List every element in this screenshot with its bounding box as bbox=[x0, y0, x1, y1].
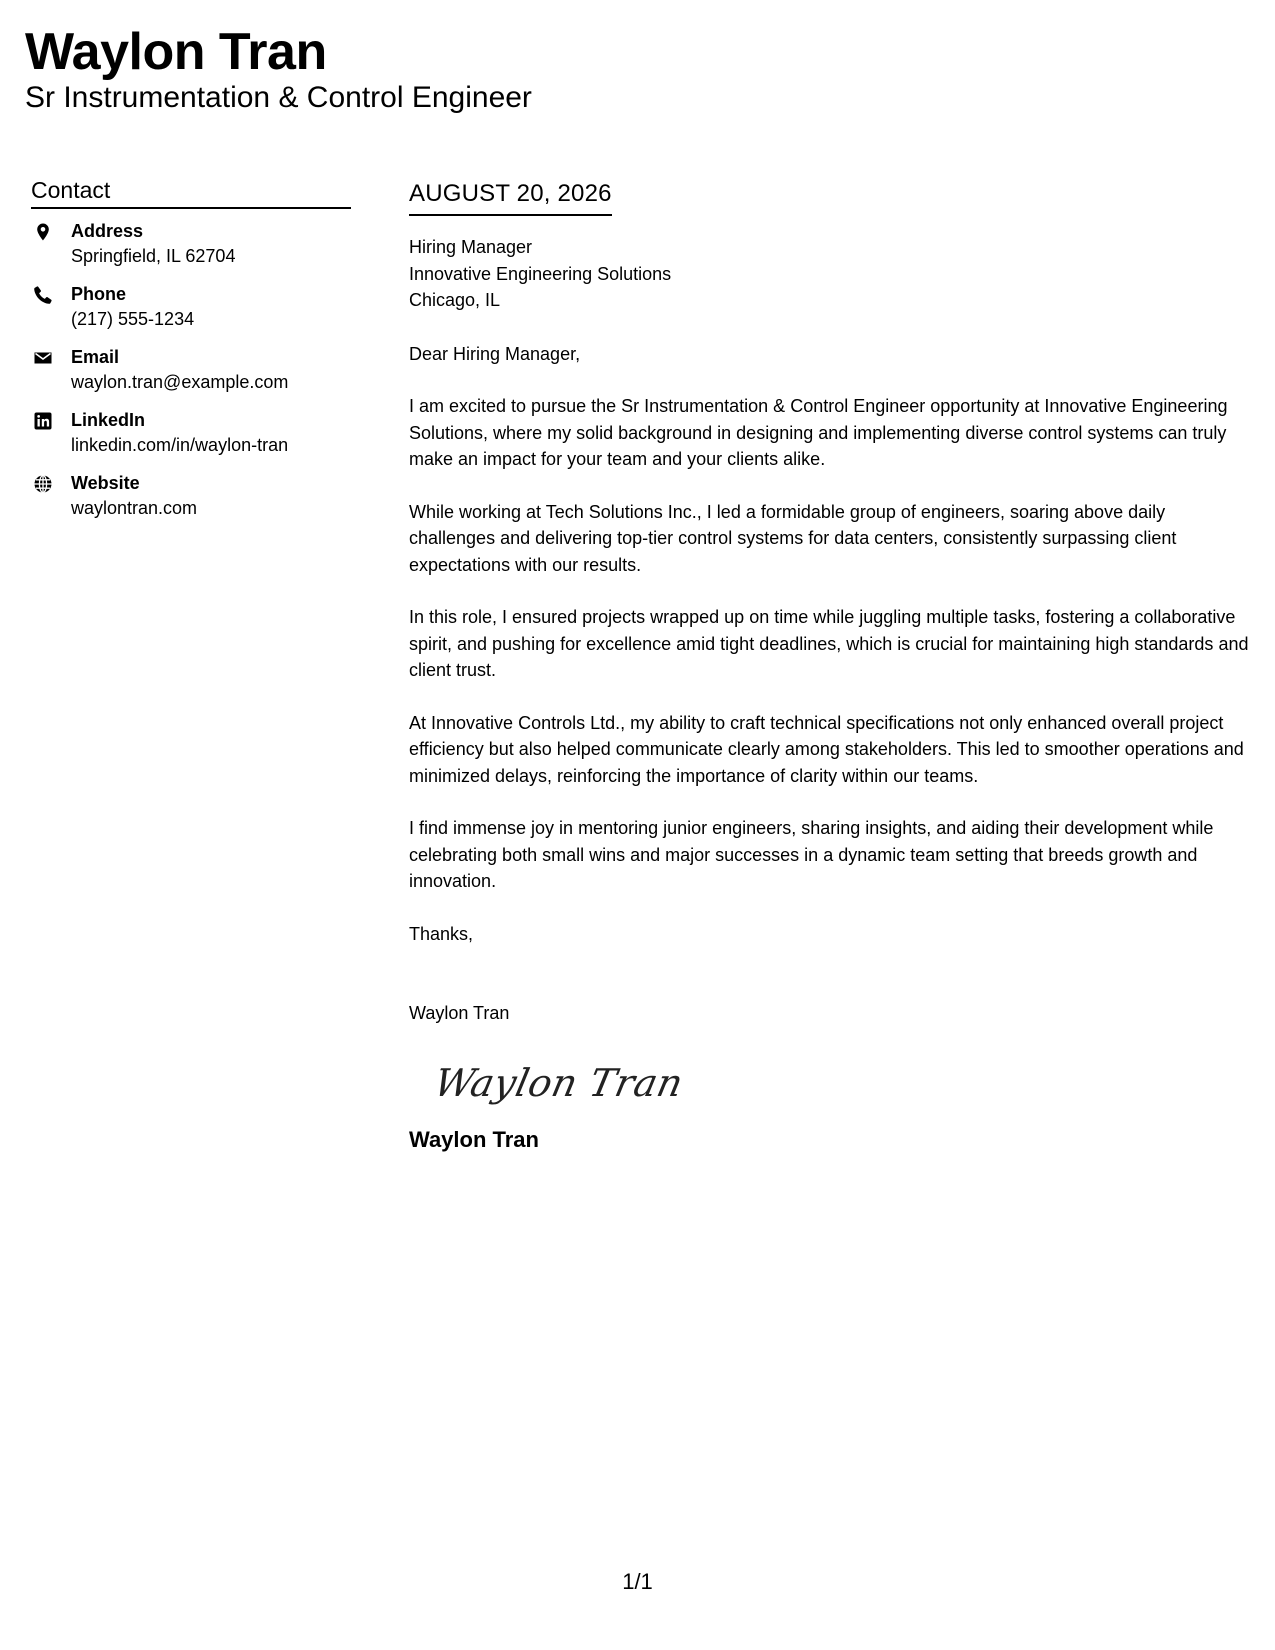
envelope-icon bbox=[33, 348, 53, 368]
letter-date: AUGUST 20, 2026 bbox=[409, 178, 612, 216]
phone-icon bbox=[33, 285, 53, 305]
body-paragraph: I am excited to pursue the Sr Instrumentation & Control Engineer opportunity at Innovative Engineering Solutions, where my solid background in designing and implementing diverse control systems can truly make an impact for your team and your clients alike. bbox=[409, 396, 1228, 469]
phone-value: (217) 555-1234 bbox=[71, 309, 195, 329]
globe-icon bbox=[33, 474, 53, 494]
body-paragraph: At Innovative Controls Ltd., my ability to craft technical specifications not only enhanced overall project efficiency but also helped communicate clearly among stakeholders. This led to smoother operations and minimized delays, reinforcing the importance of clarity within our teams. bbox=[409, 712, 1244, 786]
contact-item-website bbox=[31, 471, 351, 534]
recipient-line: Innovative Engineering Solutions bbox=[409, 263, 672, 284]
contact-heading: Contact bbox=[31, 175, 351, 209]
contact-item-email bbox=[31, 345, 351, 408]
map-pin-icon bbox=[33, 222, 53, 242]
recipient-line: Hiring Manager bbox=[409, 237, 533, 257]
salutation: Dear Hiring Manager, bbox=[409, 343, 581, 364]
contact-item-linkedin bbox=[31, 408, 351, 471]
linkedin-label: LinkedIn bbox=[71, 410, 146, 430]
linkedin-icon bbox=[33, 411, 53, 431]
page-number: 1/1 bbox=[622, 1569, 653, 1594]
applicant-name: Waylon Tran bbox=[25, 23, 327, 81]
website-value: waylontran.com bbox=[71, 498, 198, 518]
signature-block-name: Waylon Tran bbox=[409, 1126, 539, 1152]
closing: Thanks, bbox=[409, 923, 474, 944]
body-paragraph: While working at Tech Solutions Inc., I led a formidable group of engineers, soaring above daily challenges and delivering top-tier control systems for data centers, consistently surpassing client expectations with our results. bbox=[409, 501, 1177, 575]
contact-sidebar bbox=[31, 175, 351, 534]
email-value: waylon.tran@example.com bbox=[71, 372, 289, 392]
phone-label: Phone bbox=[71, 284, 127, 304]
signer-name: Waylon Tran bbox=[409, 1003, 510, 1023]
handwritten-signature: Waylon Tran bbox=[430, 1060, 688, 1105]
address-label: Address bbox=[71, 221, 144, 241]
recipient-line: Chicago, IL bbox=[409, 290, 501, 310]
email-label: Email bbox=[71, 347, 120, 367]
linkedin-value: linkedin.com/in/waylon-tran bbox=[71, 435, 289, 455]
website-label: Website bbox=[71, 473, 140, 493]
contact-item-address bbox=[31, 219, 351, 282]
applicant-title: Sr Instrumentation & Control Engineer bbox=[25, 81, 532, 114]
recipient-block bbox=[409, 234, 1254, 314]
body-paragraph: I find immense joy in mentoring junior engineers, sharing insights, and aiding their development while celebrating both small wins and major successes in a dynamic team setting that breeds growth and innovation. bbox=[409, 818, 1214, 891]
body-paragraph: In this role, I ensured projects wrapped up on time while juggling multiple tasks, fostering a collaborative spirit, and pushing for excellence amid tight deadlines, which is crucial for maintaining high standards and client trust. bbox=[409, 607, 1249, 680]
contact-item-phone bbox=[31, 282, 351, 345]
address-value: Springfield, IL 62704 bbox=[71, 246, 236, 266]
cover-letter-body bbox=[409, 178, 1254, 1155]
